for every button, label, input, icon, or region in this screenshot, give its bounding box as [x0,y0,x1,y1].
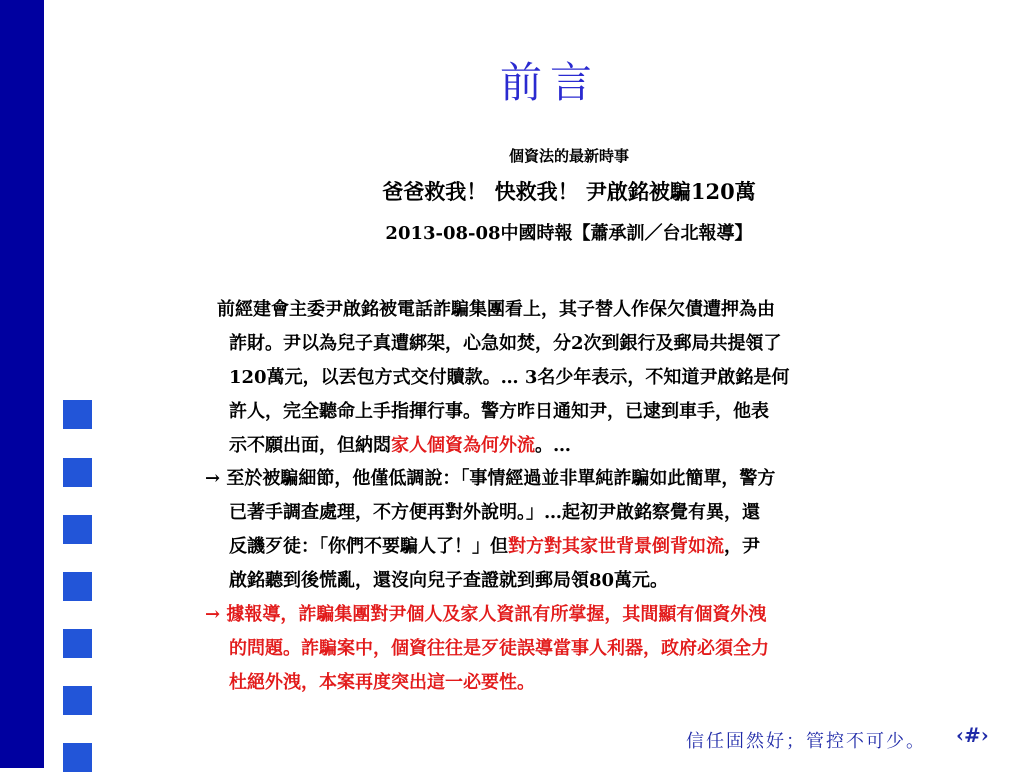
paragraph-line: 杜絕外洩，本案再度突出這一必要性。 [229,672,535,693]
paragraph-fraud-details [205,462,945,598]
paragraph-line [205,530,945,564]
subtitle-topic: 個資法的最新時事 [508,147,629,165]
paragraph-line: 前經建會主委尹啟銘被電話詐騙集團看上，其子替人作保欠債遭押為由 [217,299,775,320]
subtitle-headline: 爸爸救我！ 快救我！ 尹啟銘被騙120萬 [382,179,756,204]
paragraph-line: 已著手調查處理，不方便再對外說明。」…起初尹啟銘察覺有異，還 [229,502,760,523]
paragraph-line: 詐財。尹以為兒子真遭綁架，心急如焚，分2次到銀行及郵局共提領了 [229,333,782,354]
footer-slogan: 信任固然好；管控不可少。 [686,731,926,752]
paragraph-news-excerpt [205,293,945,463]
decor-square-6 [63,686,92,715]
subtitle-source: 2013-08-08中國時報【蕭承訓／台北報導】 [385,223,753,244]
paragraph-line [205,462,945,496]
text-segment: 據報導，詐騙集團對尹個人及家人資訊有所掌握，其間顯有個資外洩 [220,604,767,625]
left-sidebar-bar [0,0,44,768]
slide-title: 前言 [499,58,600,107]
page-number: ‹#› [956,723,989,747]
text-segment: 反譏歹徒：「你們不要騙人了！」但 [229,536,508,557]
text-segment: 。… [535,435,571,456]
paragraph-line: 許人，完全聽命上手指揮行事。警方昨日通知尹，已逮到車手，他表 [229,401,769,422]
paragraph-line [205,598,945,632]
highlight-text: 對方對其家世背景倒背如流 [508,536,724,557]
text-segment: 至於被騙細節，他僅低調說：「事情經過並非單純詐騙如此簡單，警方 [220,468,776,489]
decor-square-4 [63,572,92,601]
paragraph-line: 120萬元，以丟包方式交付贖款。… 3名少年表示，不知道尹啟銘是何 [229,367,790,388]
arrow-icon: → [205,468,221,489]
highlight-text: 家人個資為何外流 [391,435,535,456]
text-segment: ，尹 [724,536,760,557]
arrow-icon: → [205,604,221,625]
decor-square-3 [63,515,92,544]
text-segment: 示不願出面，但納悶 [229,435,391,456]
paragraph-line: 啟銘聽到後慌亂，還沒向兒子查證就到郵局領80萬元。 [229,570,669,591]
decor-square-1 [63,400,92,429]
decor-square-2 [63,458,92,487]
paragraph-line [205,429,945,463]
decor-square-5 [63,629,92,658]
paragraph-conclusion [205,598,945,700]
paragraph-line: 的問題。詐騙案中，個資往往是歹徒誤導當事人利器，政府必須全力 [229,638,769,659]
